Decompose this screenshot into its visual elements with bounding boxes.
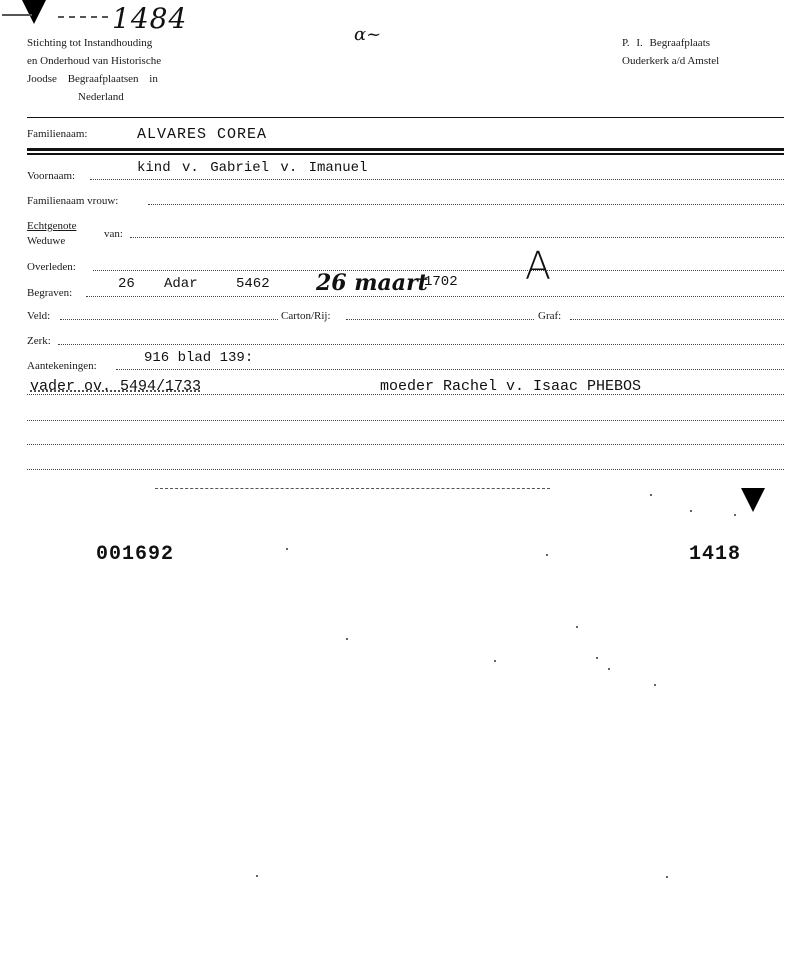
card-number-handwritten: 1484 <box>112 2 188 35</box>
surname-label: Familienaam: <box>27 128 88 140</box>
scan-speck <box>286 548 288 550</box>
surname-rule-bottom <box>27 153 784 155</box>
notes-line-4 <box>27 444 784 445</box>
org-line-2: en Onderhoud van Historische <box>27 55 162 67</box>
familienaam-vrouw-label: Familienaam vrouw: <box>27 195 119 207</box>
organisation-name <box>27 34 199 106</box>
zerk-line <box>58 344 784 345</box>
corner-marker-bottom-right <box>741 488 765 512</box>
voornaam-label: Voornaam: <box>27 170 76 182</box>
archive-code: 1418 <box>689 543 742 566</box>
zerk-label: Zerk: <box>27 335 51 347</box>
begraven-gregorian-date: 26 maart <box>316 270 428 296</box>
scan-speck <box>690 510 692 512</box>
org-line-4: Nederland <box>78 91 124 103</box>
echtgenote-label: Echtgenote <box>27 220 77 232</box>
begraven-line <box>86 296 784 297</box>
scan-speck <box>576 626 578 628</box>
begraven-month: Adar <box>164 276 198 292</box>
scan-speck <box>608 668 610 670</box>
notes-line-5 <box>27 469 784 470</box>
handwritten-mark: ɑ~ <box>354 24 382 45</box>
begraven-day: 26 <box>118 276 135 292</box>
carton-line <box>346 319 534 320</box>
familienaam-vrouw-line <box>148 204 784 205</box>
handwritten-letter: A <box>525 244 551 288</box>
aantekeningen-label: Aantekeningen: <box>27 360 97 372</box>
scan-speck <box>734 514 736 516</box>
van-label: van: <box>104 228 123 240</box>
veld-line <box>60 319 278 320</box>
begraven-year: 1702 <box>424 274 458 290</box>
aantekeningen-line <box>116 369 784 370</box>
header-rule <box>27 117 784 118</box>
begraven-year-hebrew: 5462 <box>236 276 270 292</box>
scribble-mark <box>2 14 32 19</box>
scan-speck <box>596 657 598 659</box>
scan-speck <box>666 876 668 878</box>
voornaam-line <box>90 179 784 180</box>
voornaam-value: kind v. Gabriel v. Imanuel <box>137 160 368 176</box>
cemetery-line-2: Ouderkerk a/d Amstel <box>622 55 720 67</box>
notes-line-3 <box>27 420 784 421</box>
scan-speck <box>346 638 348 640</box>
corner-marker-top-left <box>22 0 46 24</box>
mother-note: moeder Rachel v. Isaac PHEBOS <box>380 378 642 395</box>
father-note: vader ov. 5494/1733 <box>30 378 202 395</box>
weduwe-label: Weduwe <box>27 235 66 247</box>
scan-speck <box>654 684 656 686</box>
scribble-mark <box>58 16 108 21</box>
scan-speck <box>256 875 258 877</box>
cemetery-name <box>622 34 772 70</box>
begraven-label: Begraven: <box>27 287 73 299</box>
serial-number: 001692 <box>96 543 175 566</box>
graf-label: Graf: <box>538 310 562 322</box>
scan-speck <box>494 660 496 662</box>
org-line-3: Joodse Begraafplaatsen in <box>27 73 158 85</box>
surname-rule-top <box>27 148 784 151</box>
van-line <box>130 237 784 238</box>
carton-label: Carton/Rij: <box>281 310 331 322</box>
overleden-label: Overleden: <box>27 261 76 273</box>
scan-speck <box>650 494 652 496</box>
surname-value: ALVARES COREA <box>137 126 268 143</box>
aantekeningen-value: 916 blad 139: <box>144 350 254 366</box>
cemetery-line-1: P. I. Begraafplaats <box>622 37 711 49</box>
veld-label: Veld: <box>27 310 51 322</box>
graf-line <box>570 319 784 320</box>
scan-speck <box>546 554 548 556</box>
org-line-1: Stichting tot Instandhouding <box>27 37 153 49</box>
overleden-line <box>93 270 784 271</box>
bottom-divider <box>155 488 550 489</box>
